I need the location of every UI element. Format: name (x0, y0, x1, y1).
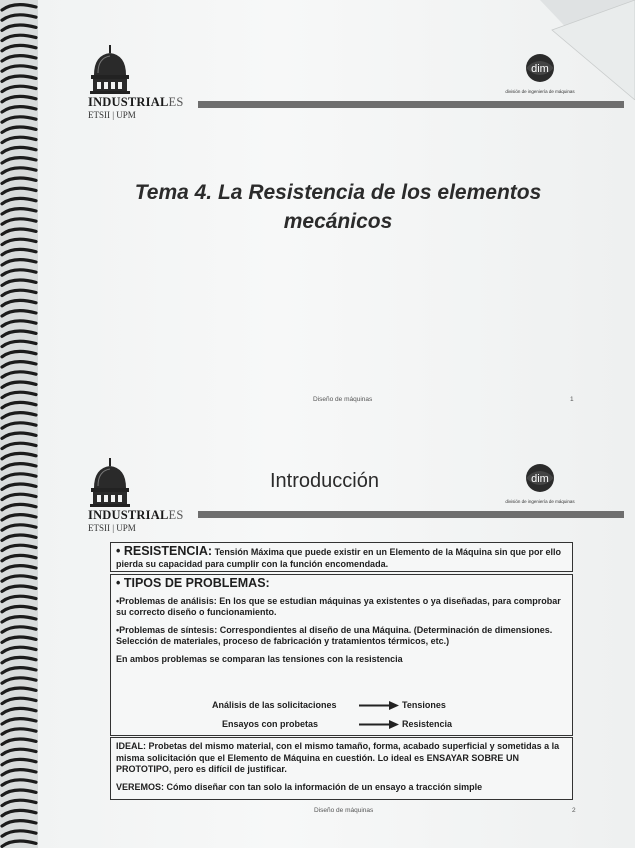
spiral-coil (2, 515, 36, 520)
spiral-coil (2, 647, 36, 652)
spiral-coil (2, 535, 36, 540)
spiral-coil (2, 668, 36, 673)
spiral-coil (2, 759, 36, 764)
spiral-coil (2, 341, 36, 346)
spiral-coil (2, 331, 36, 336)
spiral-coil (2, 249, 36, 254)
spiral-coil (2, 698, 36, 703)
sintesis-text: •Problemas de síntesis: Correspondientes al diseño de una Máquina. (Determinación de dimensiones. Selección de materiales, proceso de fabricación y tratamientos térmicos, etc.) (116, 624, 553, 646)
spiral-coil (2, 576, 36, 581)
spiral-coil (2, 566, 36, 571)
spiral-coil (2, 719, 36, 724)
header-bar (198, 511, 624, 518)
spiral-coil (2, 525, 36, 530)
spiral-coil (2, 413, 36, 418)
spiral-coil (2, 219, 36, 224)
spiral-coil (2, 209, 36, 214)
ambos-text: En ambos problemas se comparan las tensiones con la resistencia (116, 653, 403, 664)
spiral-coil (2, 453, 36, 458)
spiral-coil (2, 168, 36, 173)
spiral-coil (2, 66, 36, 71)
page-number: 2 (572, 807, 576, 814)
spiral-coil (2, 770, 36, 775)
spiral-coil (2, 545, 36, 550)
dome-icon (88, 458, 132, 508)
spiral-coil (2, 831, 36, 836)
spiral-coil (2, 362, 36, 367)
spiral-coil (2, 86, 36, 91)
spiral-coil (2, 617, 36, 622)
resistencia-box (110, 542, 573, 572)
arrow-right-icon (359, 701, 399, 710)
spiral-coil (2, 627, 36, 632)
gear-icon (522, 52, 558, 84)
resistencia-heading: • RESISTENCIA: (116, 544, 213, 558)
spiral-coil (2, 433, 36, 438)
svg-text:dim: dim (531, 63, 549, 75)
spiral-coil (2, 137, 36, 142)
spiral-coil (2, 596, 36, 601)
row1-left: Análisis de las solicitaciones (212, 700, 337, 710)
spiral-coil (2, 729, 36, 734)
spiral-coil (2, 555, 36, 560)
spiral-coil (2, 688, 36, 693)
spiral-coil (2, 15, 36, 20)
slide-1 (38, 20, 635, 440)
spiral-coil (2, 35, 36, 40)
page-number: 1 (570, 396, 574, 403)
industriales-logo (88, 45, 184, 120)
spiral-coil (2, 198, 36, 203)
tipos-heading: • TIPOS DE PROBLEMAS: (116, 576, 270, 590)
spiral-coil (2, 45, 36, 50)
header-bar (198, 101, 624, 108)
spiral-coil (2, 708, 36, 713)
spiral-coil (2, 25, 36, 30)
spiral-coil (2, 780, 36, 785)
resistencia-text: Tensión Máxima que puede existir en un Elemento de la Máquina sin que por ello pierda su capacidad para cumplir con la función encomendada. (116, 547, 561, 569)
spiral-coil (2, 127, 36, 132)
analisis-text: •Problemas de análisis: En los que se estudian máquinas ya existentes o ya diseñadas, para comprobar su correcto diseño o funcionamiento. (116, 595, 561, 617)
spiral-coil (2, 147, 36, 152)
spiral-coil (2, 484, 36, 489)
spiral-coil (2, 311, 36, 316)
ideal-text: IDEAL: Probetas del mismo material, con el mismo tamaño, forma, acabado superficial y sometidas a la misma solicitación que el Elemento de Máquina en cuestión. Lo ideal es ENSAYAR SOBRE UN PROTOTIPO, pero es difícil de justificar. (116, 741, 560, 774)
spiral-coil (2, 443, 36, 448)
spiral-coil (2, 270, 36, 275)
industriales-logo (88, 458, 184, 533)
spiral-coil (2, 178, 36, 183)
spiral-coil (2, 586, 36, 591)
spiral-coil (2, 657, 36, 662)
notebook-page (38, 0, 635, 848)
dim-logo: dim división de ingeniería de máquinas (496, 52, 584, 94)
slide-footer: Diseño de máquinas (314, 807, 374, 814)
spiral-coil (2, 749, 36, 754)
arrow-right-icon (359, 720, 399, 729)
spiral-coil (2, 321, 36, 326)
spiral-coil (2, 606, 36, 611)
spiral-coil (2, 280, 36, 285)
spiral-coil (2, 810, 36, 815)
spiral-coil (2, 494, 36, 499)
logo-wordmark: INDUSTRIALES (88, 95, 184, 109)
spiral-coil (2, 464, 36, 469)
spiral-coil (2, 260, 36, 265)
svg-text:dim: dim (531, 473, 549, 485)
spiral-coil (2, 239, 36, 244)
spiral-coil (2, 392, 36, 397)
spiral-coil (2, 56, 36, 61)
spiral-coil (2, 474, 36, 479)
spiral-coil (2, 800, 36, 805)
slide-2 (38, 440, 635, 848)
logo-wordmark: INDUSTRIALES (88, 508, 184, 522)
spiral-coil (2, 229, 36, 234)
ideal-box (110, 737, 573, 800)
spiral-coil (2, 107, 36, 112)
spiral-coil (2, 821, 36, 826)
dim-logo: dim división de ingeniería de máquinas (496, 462, 584, 504)
slide-title: Tema 4. La Resistencia de los elementos mecánicos (134, 181, 542, 233)
spiral-coil (2, 423, 36, 428)
spiral-coil (2, 402, 36, 407)
logo-subtitle: ETSII | UPM (88, 523, 136, 533)
row1-right: Tensiones (402, 700, 446, 710)
spiral-coil (2, 678, 36, 683)
spiral-coil (2, 96, 36, 101)
spiral-binding (0, 0, 40, 848)
slide-title: Introducción (270, 470, 379, 492)
veremos-text: VEREMOS: Cómo diseñar con tan solo la información de un ensayo a tracción simple (116, 781, 483, 792)
spiral-coil (2, 739, 36, 744)
spiral-coil (2, 637, 36, 642)
tipos-box (110, 574, 573, 736)
spiral-coil (2, 290, 36, 295)
logo-subtitle: ETSII | UPM (88, 110, 136, 120)
spiral-coil (2, 300, 36, 305)
spiral-coil (2, 117, 36, 122)
spiral-coil (2, 372, 36, 377)
spiral-coil (2, 188, 36, 193)
row2-right: Resistencia (402, 719, 453, 729)
dome-icon (88, 45, 132, 95)
spiral-coil (2, 382, 36, 387)
spiral-coil (2, 504, 36, 509)
row2-left: Ensayos con probetas (222, 719, 319, 729)
gear-icon (522, 462, 558, 494)
spiral-coil (2, 790, 36, 795)
spiral-coil (2, 841, 36, 846)
spiral-coil (2, 351, 36, 356)
spiral-coil (2, 5, 36, 10)
slide-footer: Diseño de máquinas (313, 396, 373, 403)
spiral-coil (2, 76, 36, 81)
spiral-coil (2, 158, 36, 163)
